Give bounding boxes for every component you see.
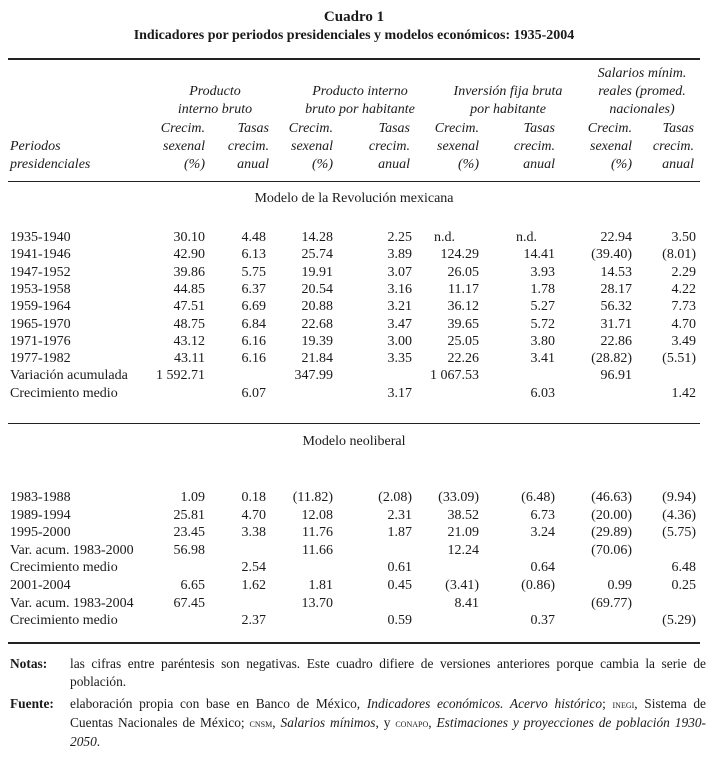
top-rule <box>8 58 700 60</box>
table-row <box>0 578 708 595</box>
row-label: 1935-1940 <box>10 230 71 245</box>
table-cell: (39.40) <box>591 247 632 263</box>
row-label: 1959-1964 <box>10 299 71 315</box>
table-cell: 30.10 <box>173 230 205 245</box>
table-row <box>0 368 708 385</box>
table-row <box>0 613 708 630</box>
table-cell: (8.01) <box>662 247 696 263</box>
table-cell: 6.16 <box>241 333 266 349</box>
row-label: 1953-1958 <box>10 281 71 297</box>
table-cell: 1.87 <box>387 525 412 541</box>
table-cell: 22.68 <box>301 316 333 332</box>
table-cell: n.d. <box>434 230 455 245</box>
table-cell: 14.41 <box>523 247 555 263</box>
table-cell: 14.28 <box>301 230 333 245</box>
table-cell: 6.69 <box>241 299 266 315</box>
section-neoliberal: Modelo neoliberal <box>302 434 406 449</box>
table-cell: 3.21 <box>387 299 412 315</box>
table-cell: 11.66 <box>302 542 333 558</box>
table-cell: (46.63) <box>591 490 632 505</box>
table-cell: (20.00) <box>591 507 632 523</box>
table-cell: 43.12 <box>173 333 205 349</box>
table-cell: 3.16 <box>387 281 412 297</box>
table-cell: 6.03 <box>530 385 555 401</box>
section-revolucion: Modelo de la Revolución mexicana <box>254 191 454 206</box>
table-cell: 3.50 <box>671 230 696 245</box>
table-cell: 3.49 <box>671 333 696 349</box>
table-row <box>0 282 708 299</box>
table-cell: (11.82) <box>292 490 333 505</box>
table-cell: 12.24 <box>447 542 479 558</box>
table-cell: (33.09) <box>438 490 479 505</box>
row-label: Var. acum. 1983-2000 <box>10 542 134 558</box>
table-cell: 347.99 <box>294 368 333 384</box>
table-cell: 4.70 <box>671 316 696 332</box>
row-label: 1971-1976 <box>10 333 71 349</box>
table-cell: 3.89 <box>387 247 412 263</box>
table-cell: (29.89) <box>591 525 632 541</box>
table-cell: 6.73 <box>530 507 555 523</box>
table-row <box>0 317 708 334</box>
table-row <box>0 351 708 368</box>
table-cell: 2.37 <box>241 613 266 629</box>
table-row <box>0 596 708 613</box>
table-cell: (3.41) <box>445 578 479 593</box>
table-cell: 25.81 <box>173 507 205 523</box>
row-label: 1995-2000 <box>10 525 71 541</box>
table-cell: 0.25 <box>671 578 696 593</box>
table-cell: 14.53 <box>600 264 632 280</box>
table-cell: 8.41 <box>454 595 479 611</box>
table-cell: 6.13 <box>241 247 266 263</box>
table-cell: 3.24 <box>530 525 555 541</box>
table-cell: 0.64 <box>530 560 555 576</box>
table-cell: 39.86 <box>173 264 205 280</box>
table-cell: 0.37 <box>530 613 555 629</box>
table-cell: 5.72 <box>530 316 555 332</box>
table-cell: 43.11 <box>174 351 205 367</box>
bottom-rule <box>8 642 700 644</box>
table-cell: 0.61 <box>387 560 412 576</box>
table-cell: 21.84 <box>301 351 333 367</box>
table-cell: 4.22 <box>671 281 696 297</box>
table-row <box>0 508 708 525</box>
table-cell: 5.75 <box>241 264 266 280</box>
table-cell: 2.31 <box>387 507 412 523</box>
table-cell: 21.09 <box>447 525 479 541</box>
table-cell: 0.45 <box>387 578 412 593</box>
table-cell: n.d. <box>516 230 537 245</box>
table-cell: 3.17 <box>387 385 412 401</box>
table-cell: 67.45 <box>173 595 205 611</box>
table-cell: (0.86) <box>521 578 555 593</box>
table-cell: (4.36) <box>662 507 696 523</box>
row-label: 1977-1982 <box>10 351 71 367</box>
row-label: 1989-1994 <box>10 507 71 523</box>
subheader-anual-1: Tasas crecim. anual <box>227 121 269 172</box>
subheader-sexenal-3: Crecim. sexenal (%) <box>434 121 479 172</box>
table-cell: 6.37 <box>241 281 266 297</box>
table-cell: (5.51) <box>662 351 696 367</box>
table-cell: 38.52 <box>447 507 479 523</box>
source-text: elaboración propia con base en Banco de México, Indicadores económicos. Acervo histórico; inegi, Sistema de Cuentas Nacionales de México; cnsm, Salarios mínimos, y conapo, Estimaciones y proyecciones de población 1930-2050. <box>70 696 706 749</box>
row-label: Var. acum. 1983-2004 <box>10 595 134 611</box>
table-subtitle: Indicadores por periodos presidenciales y modelos económicos: 1935-2004 <box>133 28 575 43</box>
header-group-pib-hab: Producto interno bruto por habitante <box>305 84 415 117</box>
table-cell: 20.88 <box>301 299 333 315</box>
table-cell: 31.71 <box>600 316 632 332</box>
row-label: 1965-1970 <box>10 316 71 332</box>
table-cell: 1 067.53 <box>430 368 479 384</box>
subheader-sexenal-1: Crecim. sexenal (%) <box>160 121 205 172</box>
subheader-sexenal-2: Crecim. sexenal (%) <box>288 121 333 172</box>
table-cell: 3.80 <box>530 333 555 349</box>
subheader-sexenal-4: Crecim. sexenal (%) <box>587 121 632 172</box>
table-row <box>0 334 708 351</box>
table-cell: 1.09 <box>180 490 205 505</box>
table-cell: 124.29 <box>440 247 479 263</box>
subheader-anual-4: Tasas crecim. anual <box>652 121 694 172</box>
row-label: Crecimiento medio <box>10 613 118 629</box>
table-cell: 12.08 <box>301 507 333 523</box>
table-cell: 1.62 <box>241 578 266 593</box>
header-rule <box>8 181 700 182</box>
table-cell: (28.82) <box>591 351 632 367</box>
table-cell: 6.07 <box>241 385 266 401</box>
table-cell: 3.41 <box>530 351 555 367</box>
table-cell: 56.98 <box>173 542 205 558</box>
source-label: Fuente: <box>10 696 54 711</box>
table-cell: 25.05 <box>447 333 479 349</box>
table-cell: 3.07 <box>387 264 412 280</box>
table-row <box>0 386 708 403</box>
table-cell: 48.75 <box>173 316 205 332</box>
table-cell: 22.94 <box>600 230 632 245</box>
table-cell: 19.39 <box>301 333 333 349</box>
table-cell: 2.25 <box>387 230 412 245</box>
table-cell: 6.16 <box>241 351 266 367</box>
table-cell: 7.73 <box>671 299 696 315</box>
table-cell: (9.94) <box>662 490 696 505</box>
table-title: Cuadro 1 <box>323 9 385 25</box>
table-cell: 22.86 <box>600 333 632 349</box>
table-cell: 3.47 <box>387 316 412 332</box>
table-row <box>0 560 708 577</box>
row-label: 1947-1952 <box>10 264 71 280</box>
table-cell: 11.76 <box>302 525 333 541</box>
table-cell: 0.99 <box>607 578 632 593</box>
header-group-inversion: Inversión fija bruta por habitante <box>453 84 563 117</box>
table-cell: 3.35 <box>387 351 412 367</box>
section-rule <box>8 423 700 424</box>
table-cell: 1.81 <box>308 578 333 593</box>
table-cell: 20.54 <box>301 281 333 297</box>
table-row <box>0 543 708 560</box>
table-cell: 1.78 <box>530 281 555 297</box>
header-group-salarios: Salarios mínim. reales (promed. nacionales) <box>597 66 687 117</box>
table-cell: 3.00 <box>387 333 412 349</box>
table-cell: 4.70 <box>241 507 266 523</box>
table-cell: 25.74 <box>301 247 333 263</box>
table-cell: 23.45 <box>173 525 205 541</box>
subheader-anual-3: Tasas crecim. anual <box>513 121 555 172</box>
table-cell: 42.90 <box>173 247 205 263</box>
table-row <box>0 230 708 247</box>
table-cell: 96.91 <box>600 368 632 384</box>
header-group-pib: Producto interno bruto <box>177 84 253 117</box>
table-cell: 22.26 <box>447 351 479 367</box>
table-cell: 6.65 <box>180 578 205 593</box>
table-cell: 47.51 <box>173 299 205 315</box>
table-cell: (5.29) <box>662 613 696 629</box>
table-cell: (2.08) <box>378 490 412 505</box>
table-row <box>0 525 708 542</box>
notes-label: Notas: <box>10 656 48 671</box>
row-label: Crecimiento medio <box>10 560 118 576</box>
table-cell: 1 592.71 <box>156 368 205 384</box>
row-label: 2001-2004 <box>10 578 71 593</box>
table-cell: 19.91 <box>301 264 333 280</box>
row-label: Crecimiento medio <box>10 385 118 401</box>
header-periodos: Periodos presidenciales <box>10 139 91 172</box>
table-cell: 13.70 <box>301 595 333 611</box>
table-cell: (6.48) <box>521 490 555 505</box>
table-cell: (5.75) <box>662 525 696 541</box>
table-cell: 2.29 <box>671 264 696 280</box>
table-cell: 4.48 <box>241 230 266 245</box>
table-cell: 0.18 <box>241 490 266 505</box>
table-row <box>0 299 708 316</box>
table-cell: (69.77) <box>591 595 632 611</box>
table-cell: 28.17 <box>600 281 632 297</box>
table-row <box>0 490 708 507</box>
row-label: 1983-1988 <box>10 490 71 505</box>
table-cell: (70.06) <box>591 542 632 558</box>
table-cell: 2.54 <box>241 560 266 576</box>
table-cell: 1.42 <box>671 385 696 401</box>
table-cell: 56.32 <box>600 299 632 315</box>
table-row <box>0 265 708 282</box>
table-cell: 26.05 <box>447 264 479 280</box>
table-cell: 36.12 <box>447 299 479 315</box>
row-label: Variación acumulada <box>10 368 128 384</box>
table-cell: 11.17 <box>448 281 479 297</box>
table-cell: 39.65 <box>447 316 479 332</box>
subheader-anual-2: Tasas crecim. anual <box>368 121 410 172</box>
table-cell: 6.84 <box>241 316 266 332</box>
table-cell: 6.48 <box>671 560 696 576</box>
table-cell: 0.59 <box>387 613 412 629</box>
table-cell: 3.38 <box>241 525 266 541</box>
table-cell: 44.85 <box>173 281 205 297</box>
table-row <box>0 247 708 264</box>
notes-text: las cifras entre paréntesis son negativas. Este cuadro difiere de versiones anteriores porque cambia la serie de población. <box>70 656 706 689</box>
row-label: 1941-1946 <box>10 247 71 263</box>
table-cell: 3.93 <box>530 264 555 280</box>
table-cell: 5.27 <box>530 299 555 315</box>
